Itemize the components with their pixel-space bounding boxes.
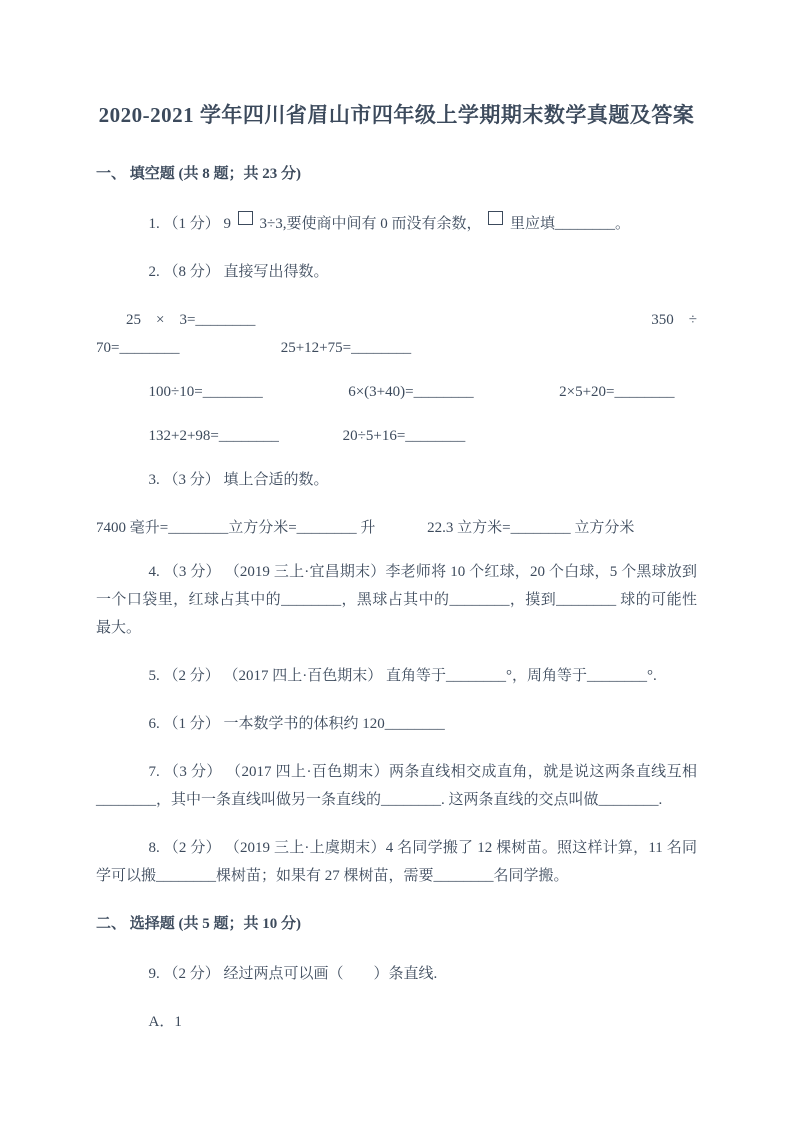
- question-8: 8. （2 分） （2019 三上·上虞期末）4 名同学搬了 12 棵树苗。照这样计算，11 名同学可以搬________棵树苗；如果有 27 棵树苗，需要________名同学搬。: [96, 840, 697, 884]
- question-9: 9. （2 分） 经过两点可以画（ ）条直线.: [148, 966, 438, 982]
- empty-box-icon: [488, 211, 503, 225]
- question-1-text-b: 3÷3,要使商中间有 0 而没有余数，: [255, 216, 486, 232]
- question-2-row-2: [96, 334, 697, 362]
- question-1-text-c: 里应填________。: [506, 216, 631, 232]
- q2-expression: 25 × 3=________: [126, 312, 256, 328]
- q2-expression: 70=________: [96, 340, 180, 356]
- question-9-option-a: A．1: [148, 1014, 182, 1030]
- question-3-line: [96, 514, 697, 542]
- q2-expression: 100÷10=________: [148, 384, 263, 400]
- page-title: 2020-2021 学年四川省眉山市四年级上学期期末数学真题及答案: [98, 103, 695, 127]
- question-2-label: 2. （8 分） 直接写出得数。: [148, 264, 329, 280]
- question-4: 4. （3 分） （2019 三上·宜昌期末）李老师将 10 个红球，20 个白球，5 个黑球放到一个口袋里，红球占其中的________，黑球占其中的________，摸到________ 球的可能性最大。: [96, 564, 697, 636]
- q2-expression: 350 ÷: [651, 312, 697, 328]
- q2-expression: 25+12+75=________: [280, 340, 412, 356]
- question-2-row-1: [96, 306, 697, 334]
- question-1: [96, 210, 697, 238]
- section-header-choice: 二、 选择题 (共 5 题；共 10 分): [96, 916, 301, 932]
- q2-expression: 132+2+98=________: [148, 428, 279, 444]
- question-3-label: 3. （3 分） 填上合适的数。: [148, 472, 329, 488]
- question-1-text-a: 1. （1 分） 9: [148, 216, 235, 232]
- question-7: 7. （3 分） （2017 四上·百色期末）两条直线相交成直角，就是说这两条直线互相________，其中一条直线叫做另一条直线的________. 这两条直线的交点叫做________.: [96, 764, 697, 808]
- q2-expression: 20÷5+16=________: [342, 428, 466, 444]
- q3-conversion: 7400 毫升=________立方分米=________ 升: [96, 520, 376, 536]
- question-2-row-3: [96, 378, 697, 406]
- q2-expression: 2×5+20=________: [559, 384, 675, 400]
- section-header-fill-blanks: 一、 填空题 (共 8 题；共 23 分): [96, 166, 301, 182]
- q3-conversion: 22.3 立方米=________ 立方分米: [427, 520, 635, 536]
- question-6: 6. （1 分） 一本数学书的体积约 120________: [148, 716, 445, 732]
- empty-box-icon: [238, 211, 253, 225]
- question-5: 5. （2 分） （2017 四上·百色期末） 直角等于________°，周角等于________°.: [148, 668, 657, 684]
- q2-expression: 6×(3+40)=________: [348, 384, 474, 400]
- question-2-row-4: [96, 422, 697, 450]
